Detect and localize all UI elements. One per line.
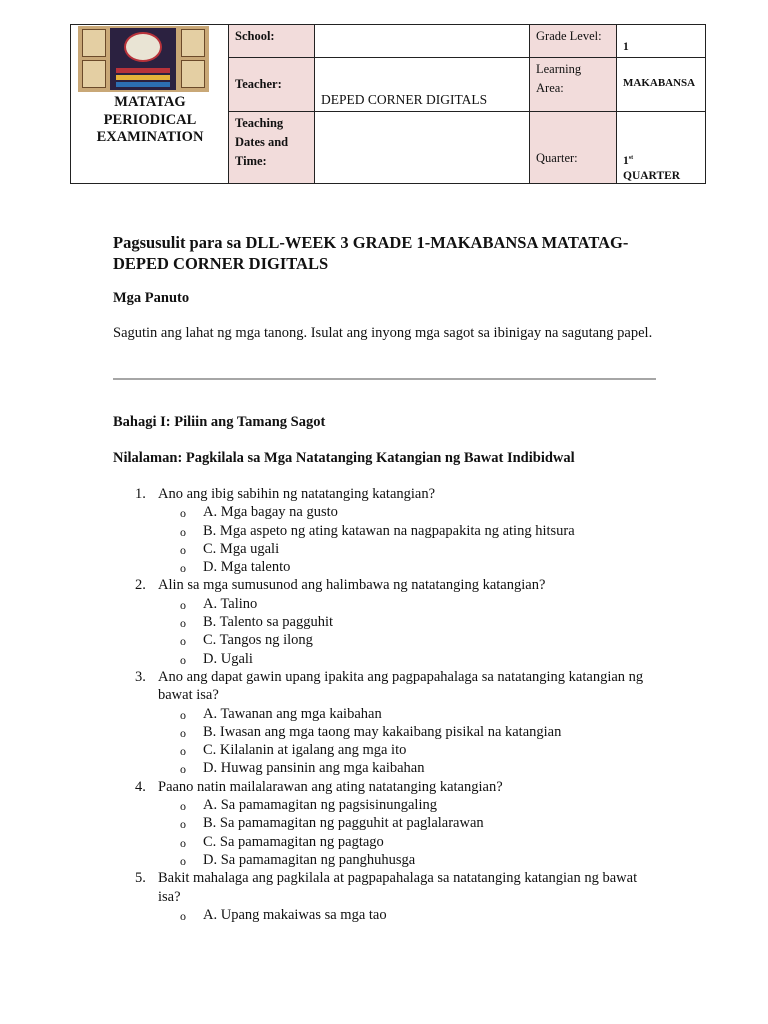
question-number: 4.: [135, 778, 146, 795]
answer-option: [158, 613, 655, 631]
option-list: [158, 906, 655, 924]
logo-bar: [116, 75, 170, 80]
bullet-icon: o: [180, 817, 186, 832]
deped-corner-logo-icon: [78, 26, 209, 92]
option-text: B. Mga aspeto ng ating katawan na nagpapakita ng ating hitsura: [203, 522, 575, 539]
option-text: D. Huwag pansinin ang mga kaibahan: [203, 760, 425, 777]
logo-bar: [116, 82, 170, 87]
school-field: [315, 25, 530, 58]
divider: [113, 378, 656, 380]
option-text: C. Kilalanin at igalang ang mga ito: [203, 742, 407, 759]
logo-cell: [71, 25, 229, 183]
answer-option: [158, 650, 655, 668]
answer-option: [158, 723, 655, 741]
school-label: School:: [229, 25, 315, 58]
instructions-heading: Mga Panuto: [113, 290, 190, 306]
answer-option: [158, 595, 655, 613]
bullet-icon: o: [180, 799, 186, 814]
option-text: D. Ugali: [203, 650, 253, 667]
question-number: 2.: [135, 577, 146, 594]
option-text: D. Sa pamamagitan ng panghuhusga: [203, 851, 416, 868]
quarter-value: [617, 112, 706, 183]
quarter-label: Quarter:: [530, 112, 617, 183]
bullet-icon: o: [180, 561, 186, 576]
option-list: [158, 595, 655, 668]
bullet-icon: o: [180, 616, 186, 631]
answer-option: [158, 503, 655, 521]
option-text: B. Sa pamamagitan ng pagguhit at paglalarawan: [203, 815, 484, 832]
answer-option: [158, 851, 655, 869]
question-text: Ano ang dapat gawin upang ipakita ang pagpapahalaga sa natatanging katangian ng bawat isa?: [158, 668, 644, 704]
question-text: Alin sa mga sumusunod ang halimbawa ng natatanging katangian?: [158, 577, 546, 594]
teaching-dates-label: Teaching Dates and Time:: [229, 112, 315, 183]
quarter-number: 1: [623, 154, 629, 167]
bullet-icon: o: [180, 542, 186, 557]
part-heading: Bahagi I: Piliin ang Tamang Sagot: [113, 414, 326, 430]
option-text: C. Tangos ng ilong: [203, 632, 313, 649]
option-text: A. Mga bagay na gusto: [203, 504, 338, 521]
grade-level-value: 1: [617, 25, 706, 58]
answer-option: [158, 631, 655, 649]
bullet-icon: o: [180, 506, 186, 521]
exam-title: MATATAG PERIODICAL EXAMINATION: [96, 94, 204, 145]
answer-option: [158, 558, 655, 576]
question-text: Bakit mahalaga ang pagkilala at pagpapahalaga sa natatanging katangian ng bawat isa?: [158, 870, 638, 905]
logo-ring: [124, 32, 162, 62]
answer-option: [158, 705, 655, 723]
option-text: A. Talino: [203, 595, 258, 612]
bullet-icon: o: [180, 597, 186, 612]
option-text: B. Talento sa pagguhit: [203, 614, 334, 631]
teacher-label: Teacher:: [229, 58, 315, 112]
bullet-icon: o: [180, 762, 186, 777]
answer-option: [158, 906, 655, 924]
question-item: [135, 778, 655, 869]
option-text: D. Mga talento: [203, 559, 291, 576]
bullet-icon: o: [180, 835, 186, 850]
answer-option: [158, 540, 655, 558]
quarter-suffix: st: [628, 155, 634, 161]
question-number: 3.: [135, 668, 146, 685]
bullet-icon: o: [180, 652, 186, 667]
answer-option: [158, 796, 655, 814]
question-number: 1.: [135, 486, 146, 502]
page-title: Pagsusulit para sa DLL-WEEK 3 GRADE 1-MAKABANSA MATATAG-DEPED CORNER DIGITALS: [113, 233, 629, 273]
grade-level-label: Grade Level:: [530, 25, 617, 58]
bullet-icon: o: [180, 707, 186, 722]
answer-option: [158, 814, 655, 832]
option-list: [158, 705, 655, 778]
title-section: [113, 232, 673, 274]
teaching-dates-field: [315, 112, 530, 183]
answer-option: [158, 522, 655, 540]
question-text: Paano natin mailalarawan ang ating natatanging katangian?: [158, 778, 503, 795]
option-text: A. Tawanan ang mga kaibahan: [203, 705, 382, 722]
question-item: [135, 485, 655, 576]
question-text: Ano ang ibig sabihin ng natatanging katangian?: [158, 486, 436, 502]
option-text: C. Mga ugali: [203, 540, 280, 557]
learning-area-value: MAKABANSA: [617, 58, 706, 112]
logo-tile: [181, 29, 205, 57]
logo-tile: [82, 60, 106, 88]
logo-center: [110, 28, 176, 90]
learning-area-label: Learning Area:: [530, 58, 617, 112]
bullet-icon: o: [180, 524, 186, 539]
option-text: A. Upang makaiwas sa mga tao: [203, 906, 387, 923]
option-text: A. Sa pamamagitan ng pagsisinungaling: [203, 797, 437, 814]
content-heading: Nilalaman: Pagkilala sa Mga Natatanging Katangian ng Bawat Indibidwal: [113, 450, 575, 466]
answer-option: [158, 759, 655, 777]
question-item: [135, 869, 655, 924]
answer-option: [158, 741, 655, 759]
question-number: 5.: [135, 870, 146, 887]
option-text: B. Iwasan ang mga taong may kakaibang pisikal na katangian: [203, 723, 562, 740]
bullet-icon: o: [180, 725, 186, 740]
quarter-word: QUARTER: [623, 169, 681, 182]
bullet-icon: o: [180, 853, 186, 868]
logo-tile: [181, 60, 205, 88]
option-text: C. Sa pamamagitan ng pagtago: [203, 833, 384, 850]
logo-bar: [116, 68, 170, 73]
header-table: [70, 24, 706, 184]
question-list: [135, 485, 655, 924]
bullet-icon: o: [180, 908, 186, 923]
bullet-icon: o: [180, 744, 186, 759]
question-item: [135, 576, 655, 667]
teacher-value: DEPED CORNER DIGITALS: [315, 58, 530, 112]
option-list: [158, 796, 655, 869]
bullet-icon: o: [180, 634, 186, 649]
instructions-text: Sagutin ang lahat ng mga tanong. Isulat ang inyong mga sagot sa ibinigay na sagutang papel.: [113, 325, 653, 341]
logo-tile: [82, 29, 106, 57]
answer-option: [158, 833, 655, 851]
question-item: [135, 668, 655, 778]
option-list: [158, 503, 655, 576]
